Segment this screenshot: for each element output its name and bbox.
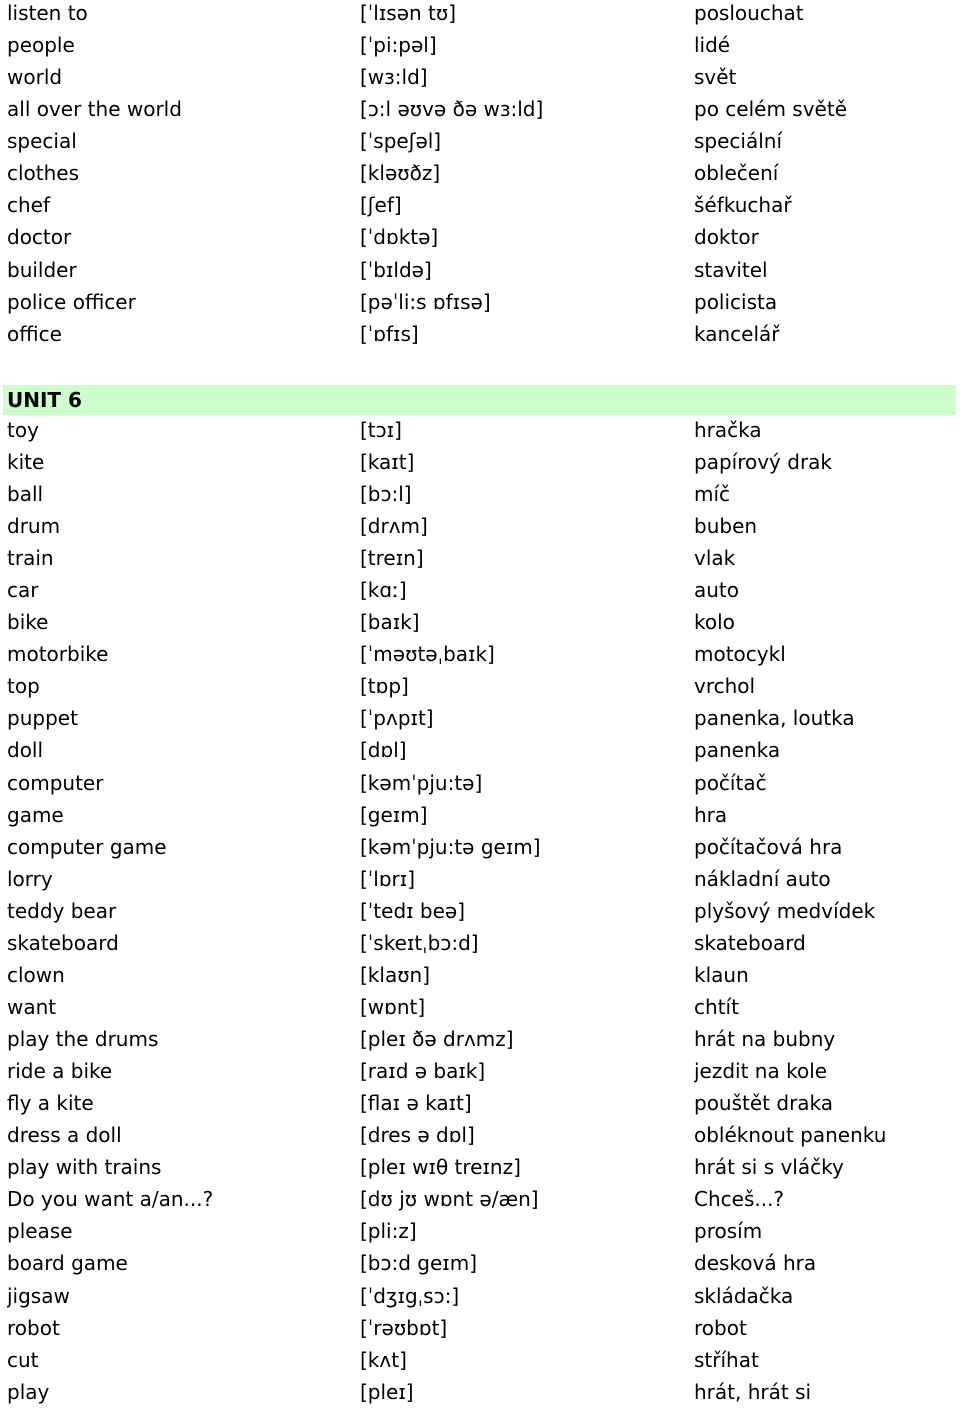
- pronunciation: [ˈskeɪtˌbɔ:d]: [360, 930, 479, 955]
- czech-translation: desková hra: [694, 1251, 817, 1276]
- pronunciation: [ˈdʒɪgˌsɔ:]: [360, 1283, 460, 1308]
- czech-translation: klaun: [694, 962, 749, 987]
- vocabulary-row: [0, 834, 960, 866]
- english-word: computer: [7, 770, 104, 795]
- vocabulary-row: [0, 609, 960, 641]
- pronunciation: [tɒp]: [360, 674, 409, 699]
- english-word: clothes: [7, 161, 80, 186]
- pronunciation: [baɪk]: [360, 610, 420, 635]
- pronunciation: [dɒl]: [360, 738, 407, 763]
- english-word: puppet: [7, 706, 78, 731]
- pronunciation: [dres ə dɒl]: [360, 1123, 475, 1148]
- vocabulary-row: [0, 577, 960, 609]
- english-word: clown: [7, 962, 65, 987]
- czech-translation: po celém světě: [694, 97, 847, 122]
- english-word: teddy bear: [7, 898, 117, 923]
- vocabulary-row: [0, 32, 960, 64]
- pronunciation: [flaɪ ə kaɪt]: [360, 1091, 472, 1116]
- vocabulary-row: [0, 96, 960, 128]
- czech-translation: speciální: [694, 129, 783, 154]
- czech-translation: hra: [694, 802, 728, 827]
- vocabulary-row: [0, 417, 960, 449]
- czech-translation: kolo: [694, 610, 735, 635]
- czech-translation: hrát, hrát si: [694, 1379, 812, 1404]
- english-word: special: [7, 129, 77, 154]
- czech-translation: počítačová hra: [694, 834, 843, 859]
- vocabulary-row: [0, 257, 960, 289]
- english-word: office: [7, 321, 62, 346]
- czech-translation: oblečení: [694, 161, 779, 186]
- english-word: cut: [7, 1347, 39, 1372]
- vocabulary-row: [0, 1315, 960, 1347]
- czech-translation: pouštět draka: [694, 1091, 834, 1116]
- vocabulary-row: [0, 705, 960, 737]
- vocabulary-row: [0, 1026, 960, 1058]
- czech-translation: počítač: [694, 770, 767, 795]
- vocabulary-list-top: [0, 0, 960, 353]
- czech-translation: kancelář: [694, 321, 780, 346]
- czech-translation: míč: [694, 481, 731, 506]
- english-word: kite: [7, 449, 45, 474]
- row-gap: [0, 353, 960, 385]
- czech-translation: papírový drak: [694, 449, 833, 474]
- czech-translation: policista: [694, 289, 778, 314]
- english-word: police officer: [7, 289, 136, 314]
- czech-translation: panenka: [694, 738, 781, 763]
- pronunciation: [ɔ:l əʊvə ðə wɜ:ld]: [360, 97, 544, 122]
- pronunciation: [geɪm]: [360, 802, 428, 827]
- czech-translation: auto: [694, 578, 740, 603]
- czech-translation: buben: [694, 514, 758, 538]
- czech-translation: lidé: [694, 33, 731, 58]
- unit-heading: UNIT 6: [7, 387, 82, 412]
- english-word: bike: [7, 610, 49, 635]
- pronunciation: [kɑː]: [360, 578, 407, 603]
- czech-translation: skládačka: [694, 1283, 794, 1308]
- vocabulary-row: [0, 994, 960, 1026]
- english-word: Do you want a/an...?: [7, 1187, 214, 1212]
- vocabulary-row: [0, 192, 960, 224]
- pronunciation: [pli:z]: [360, 1219, 417, 1244]
- czech-translation: motocykl: [694, 642, 786, 667]
- pronunciation: [ˈdɒktə]: [360, 225, 439, 250]
- vocabulary-row: [0, 449, 960, 481]
- pronunciation: [pleɪ]: [360, 1379, 414, 1404]
- pronunciation: [wɜ:ld]: [360, 65, 428, 90]
- pronunciation: [treɪn]: [360, 546, 424, 571]
- vocabulary-row: [0, 770, 960, 802]
- pronunciation: [bɔ:d geɪm]: [360, 1251, 477, 1276]
- english-word: drum: [7, 514, 61, 538]
- english-word: dress a doll: [7, 1123, 122, 1148]
- english-word: people: [7, 33, 75, 58]
- english-word: doll: [7, 738, 44, 763]
- pronunciation: [wɒnt]: [360, 994, 426, 1019]
- pronunciation: [ˈməʊtəˌbaɪk]: [360, 642, 495, 667]
- vocabulary-row: [0, 321, 960, 353]
- czech-translation: poslouchat: [694, 1, 804, 25]
- vocabulary-row: [0, 962, 960, 994]
- pronunciation: [klaʊn]: [360, 962, 431, 987]
- pronunciation: [kəmˈpju:tə]: [360, 770, 483, 795]
- pronunciation: [ˈpʌpɪt]: [360, 706, 434, 731]
- english-word: play: [7, 1379, 50, 1404]
- czech-translation: stavitel: [694, 257, 768, 282]
- czech-translation: šéfkuchař: [694, 193, 792, 218]
- pronunciation: [kəmˈpju:tə geɪm]: [360, 834, 541, 859]
- vocabulary-row: [0, 866, 960, 898]
- pronunciation: [pəˈli:s ɒfɪsə]: [360, 289, 491, 314]
- vocabulary-row: [0, 224, 960, 256]
- english-word: car: [7, 578, 39, 603]
- pronunciation: [ˈɒfɪs]: [360, 321, 419, 346]
- unit-heading-band: [3, 385, 956, 415]
- vocabulary-row: [0, 1058, 960, 1090]
- vocabulary-row: [0, 160, 960, 192]
- czech-translation: hrát na bubny: [694, 1027, 836, 1051]
- pronunciation: [bɔ:l]: [360, 481, 412, 506]
- english-word: motorbike: [7, 642, 109, 667]
- czech-translation: svět: [694, 65, 737, 90]
- czech-translation: hračka: [694, 417, 762, 442]
- english-word: play with trains: [7, 1155, 162, 1180]
- pronunciation: [ʃef]: [360, 193, 402, 218]
- czech-translation: chtít: [694, 994, 739, 1019]
- czech-translation: nákladní auto: [694, 866, 831, 891]
- vocabulary-row: [0, 1218, 960, 1250]
- vocabulary-row: [0, 128, 960, 160]
- pronunciation: [kaɪt]: [360, 449, 415, 474]
- pronunciation: [tɔɪ]: [360, 417, 402, 442]
- vocabulary-row: [0, 641, 960, 673]
- vocabulary-row: [0, 898, 960, 930]
- pronunciation: [ˈbɪldə]: [360, 257, 432, 282]
- english-word: robot: [7, 1315, 60, 1340]
- czech-translation: vrchol: [694, 674, 756, 699]
- vocabulary-row: [0, 64, 960, 96]
- vocabulary-row: [0, 0, 960, 32]
- pronunciation: [ˈlɪsən tʊ]: [360, 1, 457, 25]
- pronunciation: [kʌt]: [360, 1347, 407, 1372]
- pronunciation: [dʊ jʊ wɒnt ə/æn]: [360, 1187, 539, 1212]
- english-word: jigsaw: [7, 1283, 70, 1308]
- vocabulary-row: [0, 289, 960, 321]
- czech-translation: skateboard: [694, 930, 806, 955]
- czech-translation: plyšový medvídek: [694, 898, 876, 923]
- english-word: builder: [7, 257, 77, 282]
- english-word: skateboard: [7, 930, 119, 955]
- english-word: ball: [7, 481, 44, 506]
- english-word: game: [7, 802, 64, 827]
- vocabulary-row: [0, 1283, 960, 1315]
- vocabulary-row: [0, 1347, 960, 1379]
- vocabulary-row: [0, 930, 960, 962]
- vocabulary-row: [0, 1090, 960, 1122]
- english-word: listen to: [7, 1, 88, 25]
- vocabulary-row: [0, 673, 960, 705]
- vocabulary-row: [0, 1154, 960, 1186]
- czech-translation: jezdit na kole: [694, 1059, 828, 1084]
- pronunciation: [kləʊðz]: [360, 161, 441, 186]
- vocabulary-row: [0, 802, 960, 834]
- czech-translation: robot: [694, 1315, 747, 1340]
- vocabulary-row: [0, 481, 960, 513]
- pronunciation: [ˈpi:pəl]: [360, 33, 437, 58]
- english-word: ride a bike: [7, 1059, 113, 1084]
- vocabulary-row: [0, 1122, 960, 1154]
- vocabulary-row: [0, 1186, 960, 1218]
- pronunciation: [ˈtedɪ beə]: [360, 898, 466, 923]
- vocabulary-row: [0, 513, 960, 545]
- vocabulary-row: [0, 1379, 960, 1411]
- pronunciation: [drʌm]: [360, 514, 428, 538]
- english-word: lorry: [7, 866, 53, 891]
- czech-translation: doktor: [694, 225, 759, 250]
- pronunciation: [ˈlɒrɪ]: [360, 866, 416, 891]
- english-word: please: [7, 1219, 73, 1244]
- czech-translation: prosím: [694, 1219, 763, 1244]
- english-word: toy: [7, 417, 39, 442]
- czech-translation: Chceš...?: [694, 1187, 785, 1212]
- unit-heading-row: [0, 385, 960, 417]
- english-word: fly a kite: [7, 1091, 94, 1116]
- pronunciation: [ˈrəʊbɒt]: [360, 1315, 448, 1340]
- pronunciation: [pleɪ ðə drʌmz]: [360, 1027, 514, 1051]
- english-word: play the drums: [7, 1027, 159, 1051]
- english-word: doctor: [7, 225, 72, 250]
- vocabulary-list-unit-6: [0, 417, 960, 1411]
- english-word: computer game: [7, 834, 167, 859]
- english-word: want: [7, 994, 57, 1019]
- english-word: world: [7, 65, 63, 90]
- english-word: top: [7, 674, 40, 699]
- czech-translation: panenka, loutka: [694, 706, 855, 731]
- czech-translation: vlak: [694, 546, 736, 571]
- vocabulary-row: [0, 545, 960, 577]
- czech-translation: obléknout panenku: [694, 1123, 887, 1148]
- czech-translation: hrát si s vláčky: [694, 1155, 844, 1180]
- english-word: board game: [7, 1251, 128, 1276]
- english-word: all over the world: [7, 97, 182, 122]
- english-word: train: [7, 546, 54, 571]
- vocabulary-row: [0, 737, 960, 769]
- vocabulary-row: [0, 1250, 960, 1282]
- czech-translation: stříhat: [694, 1347, 759, 1372]
- pronunciation: [ˈspeʃəl]: [360, 129, 442, 154]
- english-word: chef: [7, 193, 51, 218]
- pronunciation: [pleɪ wɪθ treɪnz]: [360, 1155, 521, 1180]
- pronunciation: [raɪd ə baɪk]: [360, 1059, 486, 1084]
